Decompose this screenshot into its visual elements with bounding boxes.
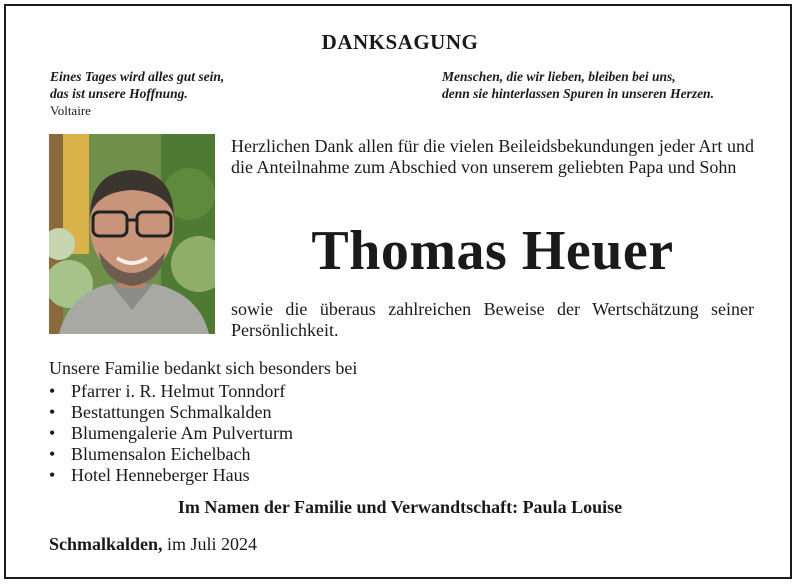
bullet-point: • [49, 423, 56, 443]
quote-right [442, 68, 772, 102]
deceased-name: Thomas Heuer [311, 220, 674, 282]
place: Schmalkalden, [49, 534, 163, 554]
quote-left [50, 68, 410, 119]
date: im Juli 2024 [167, 534, 258, 554]
list-item [49, 444, 293, 465]
list-item-label: Pfarrer i. R. Helmut Tonndorf [71, 381, 286, 401]
list-item-label: Blumengalerie Am Pulverturm [71, 423, 293, 443]
list-item-label: Blumensalon Eichelbach [71, 444, 251, 464]
bullet-point: • [49, 402, 56, 422]
bullet-point: • [49, 444, 56, 464]
list-item [49, 402, 293, 423]
thanks-list [49, 381, 293, 486]
list-item [49, 381, 293, 402]
bullet-point: • [49, 465, 56, 485]
list-item [49, 465, 293, 486]
quote-left-line-1: Eines Tages wird alles gut sein, [50, 69, 225, 84]
intro-text: Herzlichen Dank allen für die vielen Beileidsbekundungen jeder Art und die Anteilnahme zum Abschied von unserem geliebten Papa und Sohn [231, 136, 754, 177]
quote-right-line-1: Menschen, die wir lieben, bleiben bei uns, [442, 69, 676, 84]
appreciation-text: sowie die überaus zahlreichen Beweise der Wertschätzung seiner Persönlichkeit. [231, 299, 754, 340]
family-thanks-intro: Unsere Familie bedankt sich besonders bei [49, 358, 358, 378]
list-item [49, 423, 293, 444]
list-item-label: Bestattungen Schmalkalden [71, 402, 272, 422]
portrait-photo [49, 134, 215, 334]
quote-author: Voltaire [50, 103, 91, 118]
quote-left-line-2: das ist unsere Hoffnung. [50, 86, 188, 101]
place-date [49, 534, 257, 555]
notice-title: DANKSAGUNG [321, 30, 479, 54]
family-signature: Im Namen der Familie und Verwandtschaft: Paula Louise [177, 497, 623, 517]
list-item-label: Hotel Henneberger Haus [71, 465, 250, 485]
quote-right-line-2: denn sie hinterlassen Spuren in unseren Herzen. [442, 86, 714, 101]
bullet-point: • [49, 381, 56, 401]
